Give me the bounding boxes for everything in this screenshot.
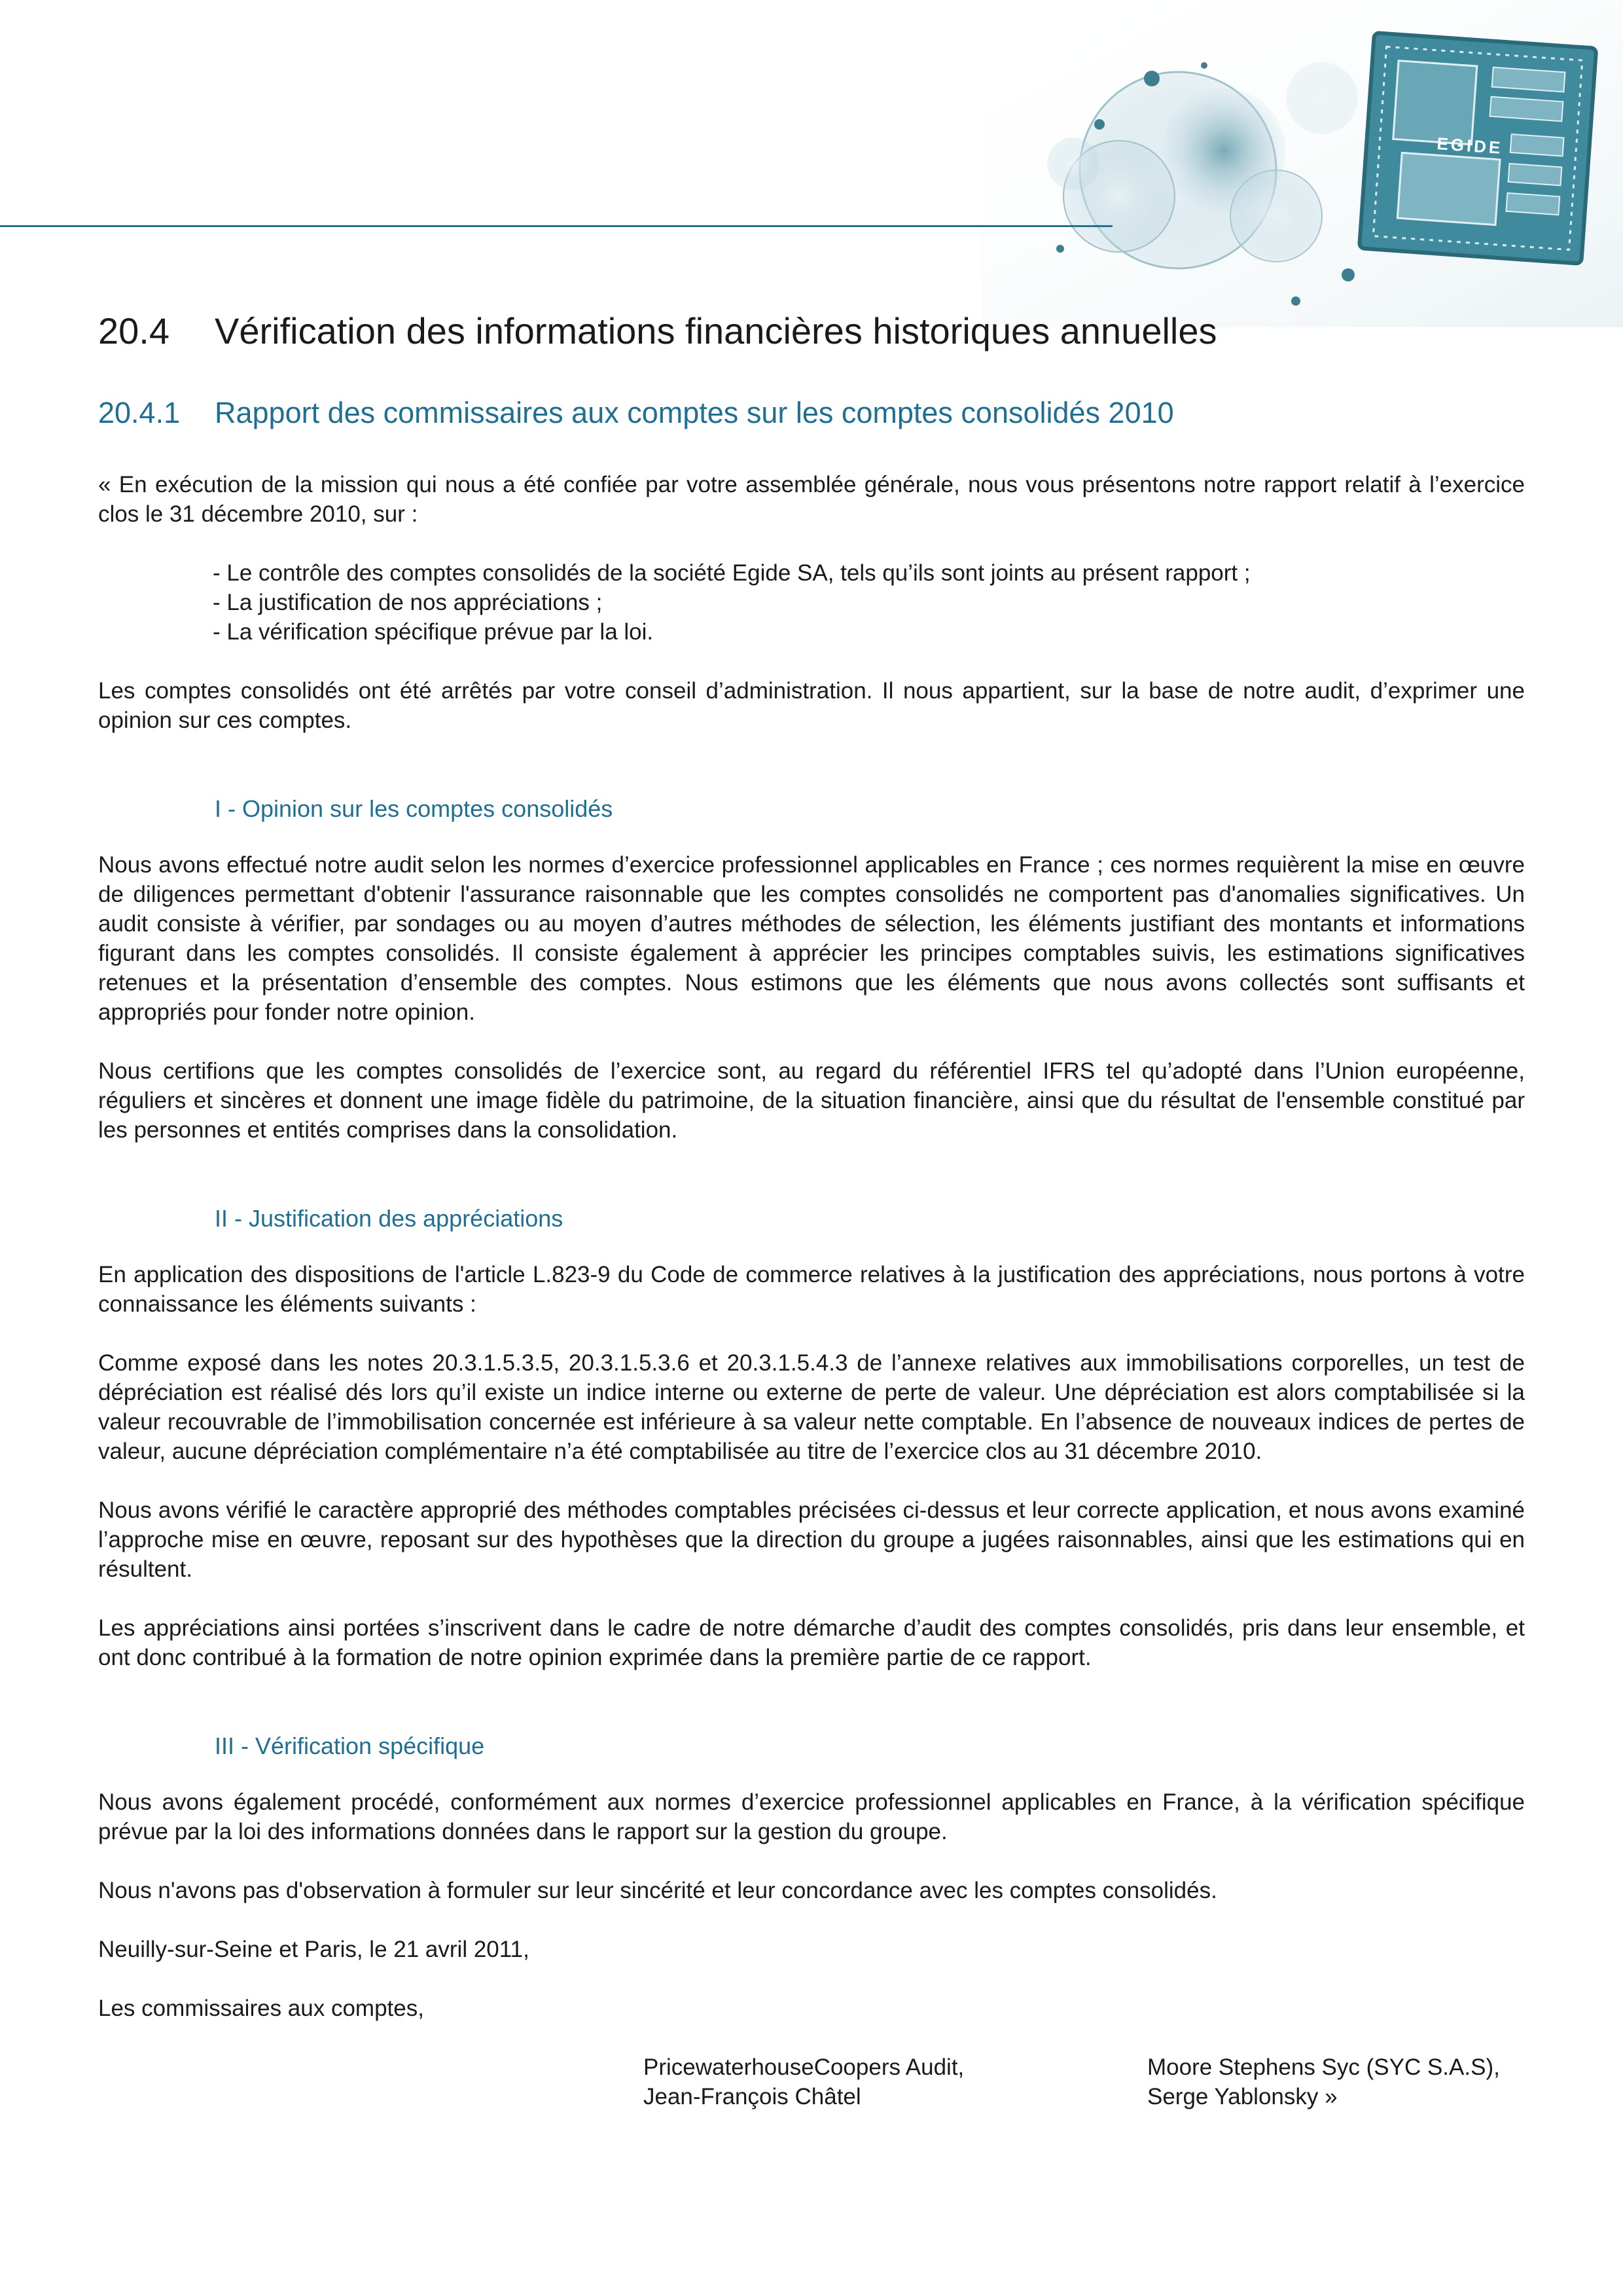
place-date: Neuilly-sur-Seine et Paris, le 21 avril 2011, (98, 1937, 529, 1962)
signatory-pwc (643, 2053, 964, 2111)
paragraph: Comme exposé dans les notes 20.3.1.5.3.5, 20.3.1.5.3.6 et 20.3.1.5.4.3 de l’annexe relatives aux immobilisations corporelles, un test de dépréciation est réalisé dés lors qu’il existe un indice interne ou externe de perte de valeur. Une dépréciation est alors comptabilisée si la valeur recouvrable de l’immobilisation concernée est inférieure à sa valeur nette comptable. En l’absence de nouveaux indices de pertes de valeur, aucune dépréciation complémentaire n’a été comptabilisée au titre de l’exercice clos au 31 décembre 2010. (98, 1350, 1525, 1464)
paragraph: Nous n'avons pas d'observation à formuler sur leur sincérité et leur concordance avec les comptes consolidés. (98, 1878, 1217, 1903)
document-body (98, 308, 1525, 2125)
list-item: - Le contrôle des comptes consolidés de la société Egide SA, tels qu’ils sont joints au présent rapport ; (213, 560, 1251, 586)
paragraph: En application des dispositions de l'article L.823-9 du Code de commerce relatives à la justification des appréciations, nous portons à votre connaissance les éléments suivants : (98, 1262, 1525, 1317)
subsection-title-text: Rapport des commissaires aux comptes sur les comptes consolidés 2010 (215, 396, 1174, 429)
section-number: 20.4 (98, 310, 169, 351)
paragraph: Nous avons vérifié le caractère approprié des méthodes comptables précisées ci-dessus et leur correcte application, et nous avons examiné l’approche mise en œuvre, reposant sur des hypothèses que la direction du groupe a jugées raisonnables, ainsi que les estimations qui en résultent. (98, 1498, 1525, 1582)
section-title (98, 308, 1525, 355)
subsection-number: 20.4.1 (98, 396, 181, 429)
scope-list (213, 558, 1525, 647)
header-decoration (982, 0, 1623, 327)
list-item: - La vérification spécifique prévue par la loi. (213, 619, 654, 645)
signatory-name: Jean-François Châtel (643, 2084, 861, 2109)
paragraph: Nous certifions que les comptes consolidés de l’exercice sont, au regard du référentiel IFRS tel qu’adopté dans l’Union européenne, réguliers et sincères et donnent une image fidèle du patrimoine, de la situation financière, ainsi que du résultat de l'ensemble constitué par les personnes et entités comprises dans la consolidation. (98, 1058, 1525, 1143)
signatory-firm: PricewaterhouseCoopers Audit, (643, 2054, 965, 2080)
paragraph: Les appréciations ainsi portées s’inscrivent dans le cadre de notre démarche d’audit des comptes consolidés, pris dans leur ensemble, et ont donc contribué à la formation de notre opinion exprimée dans la première partie de ce rapport. (98, 1615, 1525, 1670)
egide-logo-text: EGIDE (1436, 134, 1504, 158)
paragraph: Nous avons également procédé, conformément aux normes d’exercice professionnel applicables en France, à la vérification spécifique prévue par la loi des informations données dans le rapport sur la gestion du groupe. (98, 1789, 1525, 1844)
signatory-moore-stephens (1147, 2053, 1500, 2111)
signatory-name: Serge Yablonsky » (1147, 2084, 1338, 2109)
subsection-title (98, 394, 1525, 432)
section-title-text: Vérification des informations financières historiques annuelles (215, 310, 1217, 351)
signature-block (98, 2053, 1525, 2125)
paragraph: Nous avons effectué notre audit selon les normes d’exercice professionnel applicables en France ; ces normes requièrent la mise en œuvre de diligences permettant d'obtenir l'assurance raisonnable que les comptes consolidés ne comportent pas d'anomalies significatives. Un audit consiste à vérifier, par sondages ou au moyen d’autres méthodes de sélection, les éléments justifiant des montants et informations figurant dans les comptes consolidés. Il consiste également à apprécier les principes comptables suivis, les estimations significatives retenues et la présentation d’ensemble des comptes. Nous estimons que les éléments que nous avons collectés sont suffisants et appropriés pour fonder notre opinion. (98, 852, 1525, 1025)
paragraph: Les comptes consolidés ont été arrêtés par votre conseil d’administration. Il nous appartient, sur la base de notre audit, d’exprimer une opinion sur ces comptes. (98, 678, 1525, 733)
signatory-firm: Moore Stephens Syc (SYC S.A.S), (1147, 2054, 1500, 2080)
part1-heading: I - Opinion sur les comptes consolidés (215, 795, 613, 822)
header-rule (0, 225, 1113, 227)
signoff: Les commissaires aux comptes, (98, 1996, 424, 2021)
part3-heading: III - Vérification spécifique (215, 1732, 485, 1759)
list-item: - La justification de nos appréciations ; (213, 590, 603, 615)
intro-paragraph: « En exécution de la mission qui nous a été confiée par votre assemblée générale, nous vous présentons notre rapport relatif à l’exercice clos le 31 décembre 2010, sur : (98, 472, 1525, 527)
part2-heading: II - Justification des appréciations (215, 1205, 563, 1232)
